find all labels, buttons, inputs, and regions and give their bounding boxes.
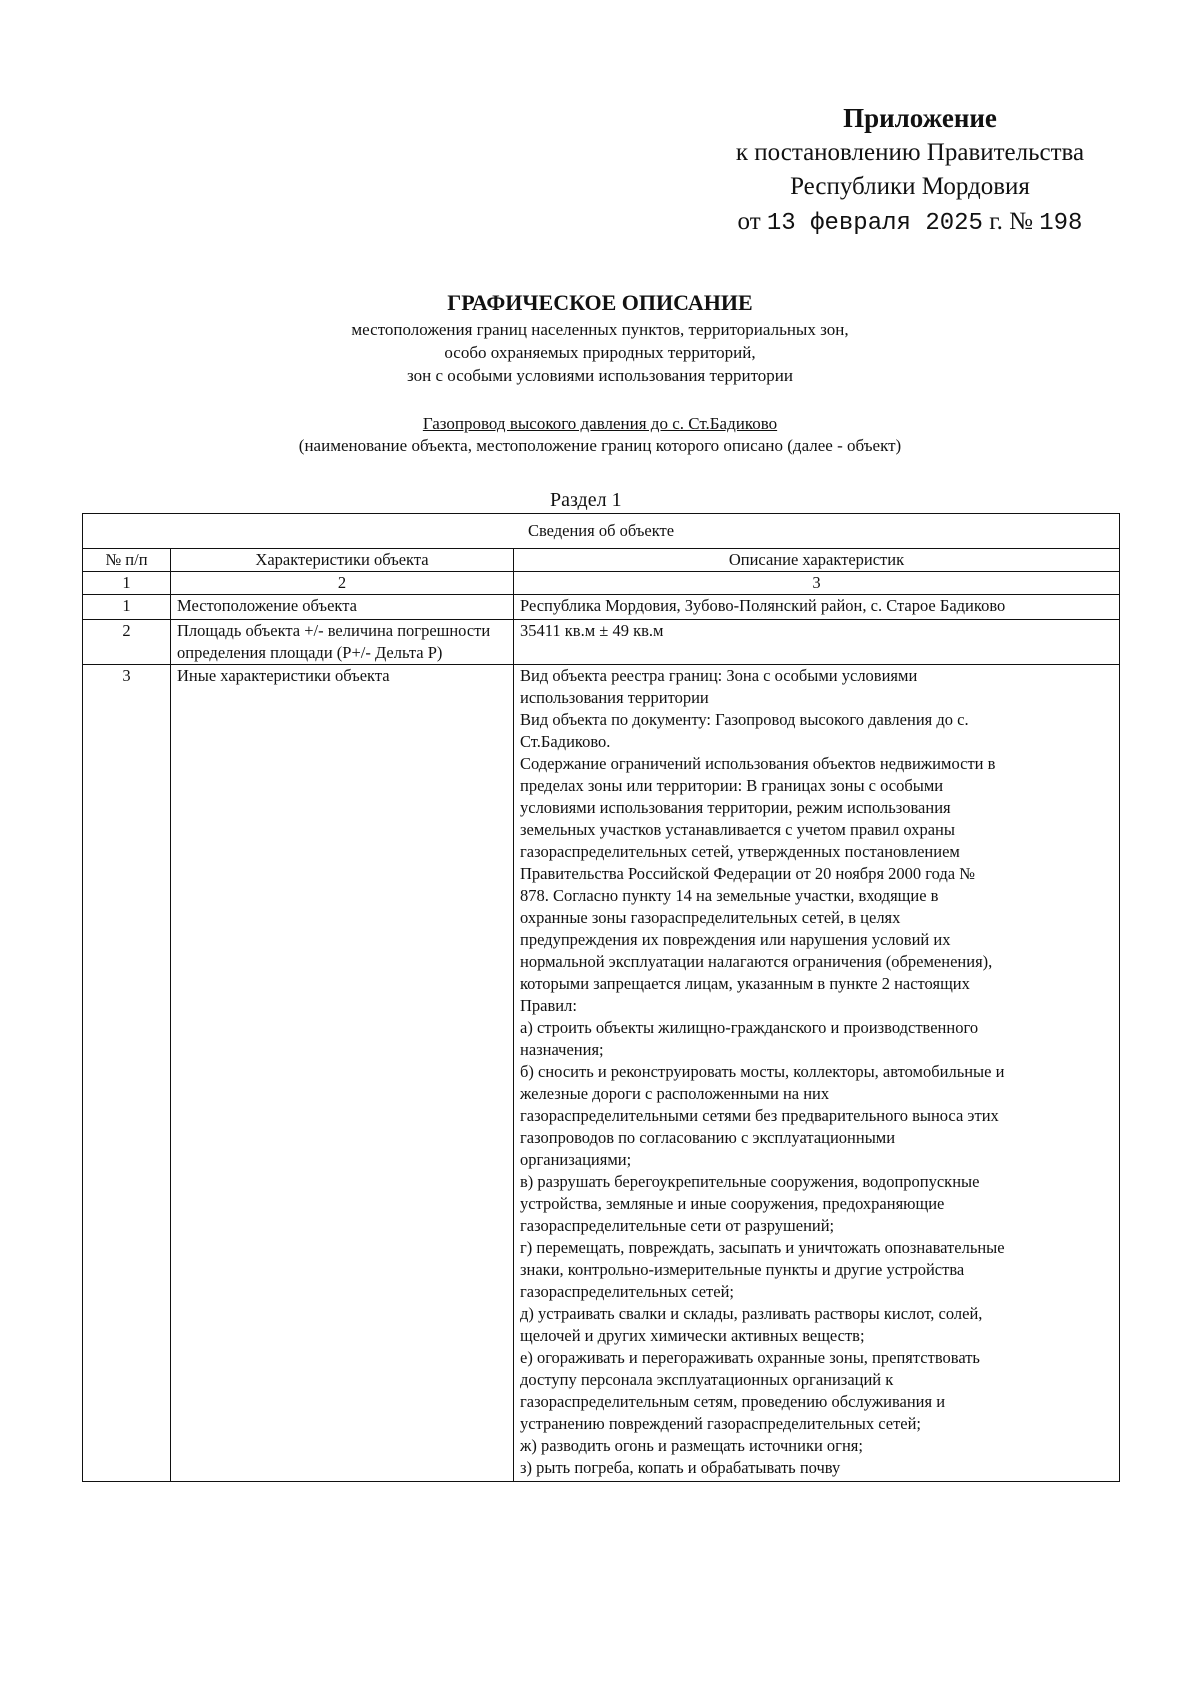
description-line: Республика Мордовия, Зубово-Полянский район, с. Старое Бадиково [520, 596, 1006, 615]
header-description: Описание характеристик [514, 549, 1120, 572]
column-number-1: 1 [83, 572, 171, 595]
description-line: е) огораживать и перегораживать охранные зоны, препятствовать [520, 1348, 980, 1367]
description-line: 878. Согласно пункту 14 на земельные участки, входящие в [520, 886, 939, 905]
object-name: Газопровод высокого давления до с. Ст.Бадиково [422, 414, 778, 433]
appendix-block [700, 100, 1120, 242]
table-row [83, 620, 1120, 665]
description-line: газораспределительным сетям, проведению обслуживания и [520, 1392, 946, 1411]
description-line: д) устраивать свалки и склады, разливать растворы кислот, солей, [520, 1304, 983, 1323]
column-number-2: 2 [171, 572, 514, 595]
heading-subtitle-2: особо охраняемых природных территорий, [444, 343, 756, 362]
description-line: г) перемещать, повреждать, засыпать и уничтожать опознавательные [520, 1238, 1005, 1257]
description-line: предупреждения их повреждения или нарушения условий их [520, 930, 951, 949]
description-line: газораспределительных сетей; [520, 1282, 735, 1301]
description-line: устройства, земляные и иные сооружения, предохраняющие [520, 1194, 945, 1213]
row-characteristic: Площадь объекта +/- величина погрешности определения площади (Р+/- Дельта Р) [171, 620, 514, 665]
description-line: Содержание ограничений использования объектов недвижимости в [520, 754, 996, 773]
table-caption: Сведения об объекте [83, 514, 1120, 549]
description-line: доступу персонала эксплуатационных организаций к [520, 1370, 894, 1389]
description-line: газораспределительными сетями без предварительного выноса этих [520, 1106, 999, 1125]
year-suffix: г. [989, 208, 1003, 235]
number-sign: № [1009, 208, 1033, 235]
description-line: пределах зоны или территории: В границах зоны с особыми [520, 776, 944, 795]
section-title: Раздел 1 [550, 489, 622, 511]
description-line: 35411 кв.м ± 49 кв.м [520, 621, 664, 640]
description-line: земельных участков устанавливается с учетом правил охраны [520, 820, 955, 839]
description-line: которыми запрещается лицам, указанным в пункте 2 настоящих [520, 974, 970, 993]
table-header-row [83, 549, 1120, 572]
row-description [514, 665, 1120, 1482]
header-number: № п/п [83, 549, 171, 572]
description-line: з) рыть погреба, копать и обрабатывать почву [520, 1458, 841, 1477]
object-info-table [82, 513, 1120, 1482]
description-line: нормальной эксплуатации налагаются ограничения (обременения), [520, 952, 993, 971]
column-number-3: 3 [514, 572, 1120, 595]
heading-subtitle-1: местоположения границ населенных пунктов, территориальных зон, [351, 320, 849, 339]
date-prefix: от [737, 208, 761, 235]
appendix-date-line [700, 204, 1120, 242]
appendix-title: Приложение [843, 103, 997, 133]
description-line: Ст.Бадиково. [520, 732, 611, 751]
description-line: Правил: [520, 996, 577, 1015]
column-number-row [83, 572, 1120, 595]
description-line: назначения; [520, 1040, 604, 1059]
header-characteristic: Характеристики объекта [171, 549, 514, 572]
description-line: щелочей и других химически активных веществ; [520, 1326, 865, 1345]
appendix-line-2: Республики Мордовия [790, 173, 1030, 200]
description-line: железные дороги с расположенными на них [520, 1084, 830, 1103]
description-line: охранные зоны газораспределительных сетей, в целях [520, 908, 901, 927]
description-line: ж) разводить огонь и размещать источники огня; [520, 1436, 863, 1455]
description-line: газопроводов по согласованию с эксплуатационными [520, 1128, 896, 1147]
number-value: 198 [1039, 210, 1083, 237]
object-name-block [150, 413, 1050, 457]
row-number: 1 [83, 595, 171, 620]
row-description [514, 595, 1120, 620]
description-line: Вид объекта реестра границ: Зона с особыми условиями [520, 666, 918, 685]
row-number: 2 [83, 620, 171, 665]
description-line: организациями; [520, 1150, 632, 1169]
description-line: условиями использования территории, режим использования [520, 798, 951, 817]
date-value: 13 февраля 2025 [766, 210, 983, 237]
object-caption: (наименование объекта, местоположение границ которого описано (далее - объект) [298, 436, 902, 455]
description-line: использования территории [520, 688, 709, 707]
row-characteristic: Иные характеристики объекта [171, 665, 514, 1482]
row-number: 3 [83, 665, 171, 1482]
description-line: знаки, контрольно-измерительные пункты и другие устройства [520, 1260, 965, 1279]
description-line: а) строить объекты жилищно-гражданского и производственного [520, 1018, 979, 1037]
table-caption-row [83, 514, 1120, 549]
heading-subtitle-3: зон с особыми условиями использования территории [407, 366, 793, 385]
description-line: устранению повреждений газораспределительных сетей; [520, 1414, 922, 1433]
description-line: в) разрушать берегоукрепительные сооружения, водопропускные [520, 1172, 980, 1191]
document-title: ГРАФИЧЕСКОЕ ОПИСАНИЕ [447, 290, 753, 315]
row-description [514, 620, 1120, 665]
table-row [83, 665, 1120, 1482]
description-line: газораспределительные сети от разрушений; [520, 1216, 835, 1235]
document-heading [200, 288, 1000, 387]
table-row [83, 595, 1120, 620]
description-line: Вид объекта по документу: Газопровод высокого давления до с. [520, 710, 969, 729]
appendix-line-1: к постановлению Правительства [735, 139, 1085, 166]
description-line: б) сносить и реконструировать мосты, коллекторы, автомобильные и [520, 1062, 1005, 1081]
description-line: газораспределительных сетей, утвержденных постановлением [520, 842, 960, 861]
description-line: Правительства Российской Федерации от 20 ноября 2000 года № [520, 864, 975, 883]
row-characteristic: Местоположение объекта [171, 595, 514, 620]
